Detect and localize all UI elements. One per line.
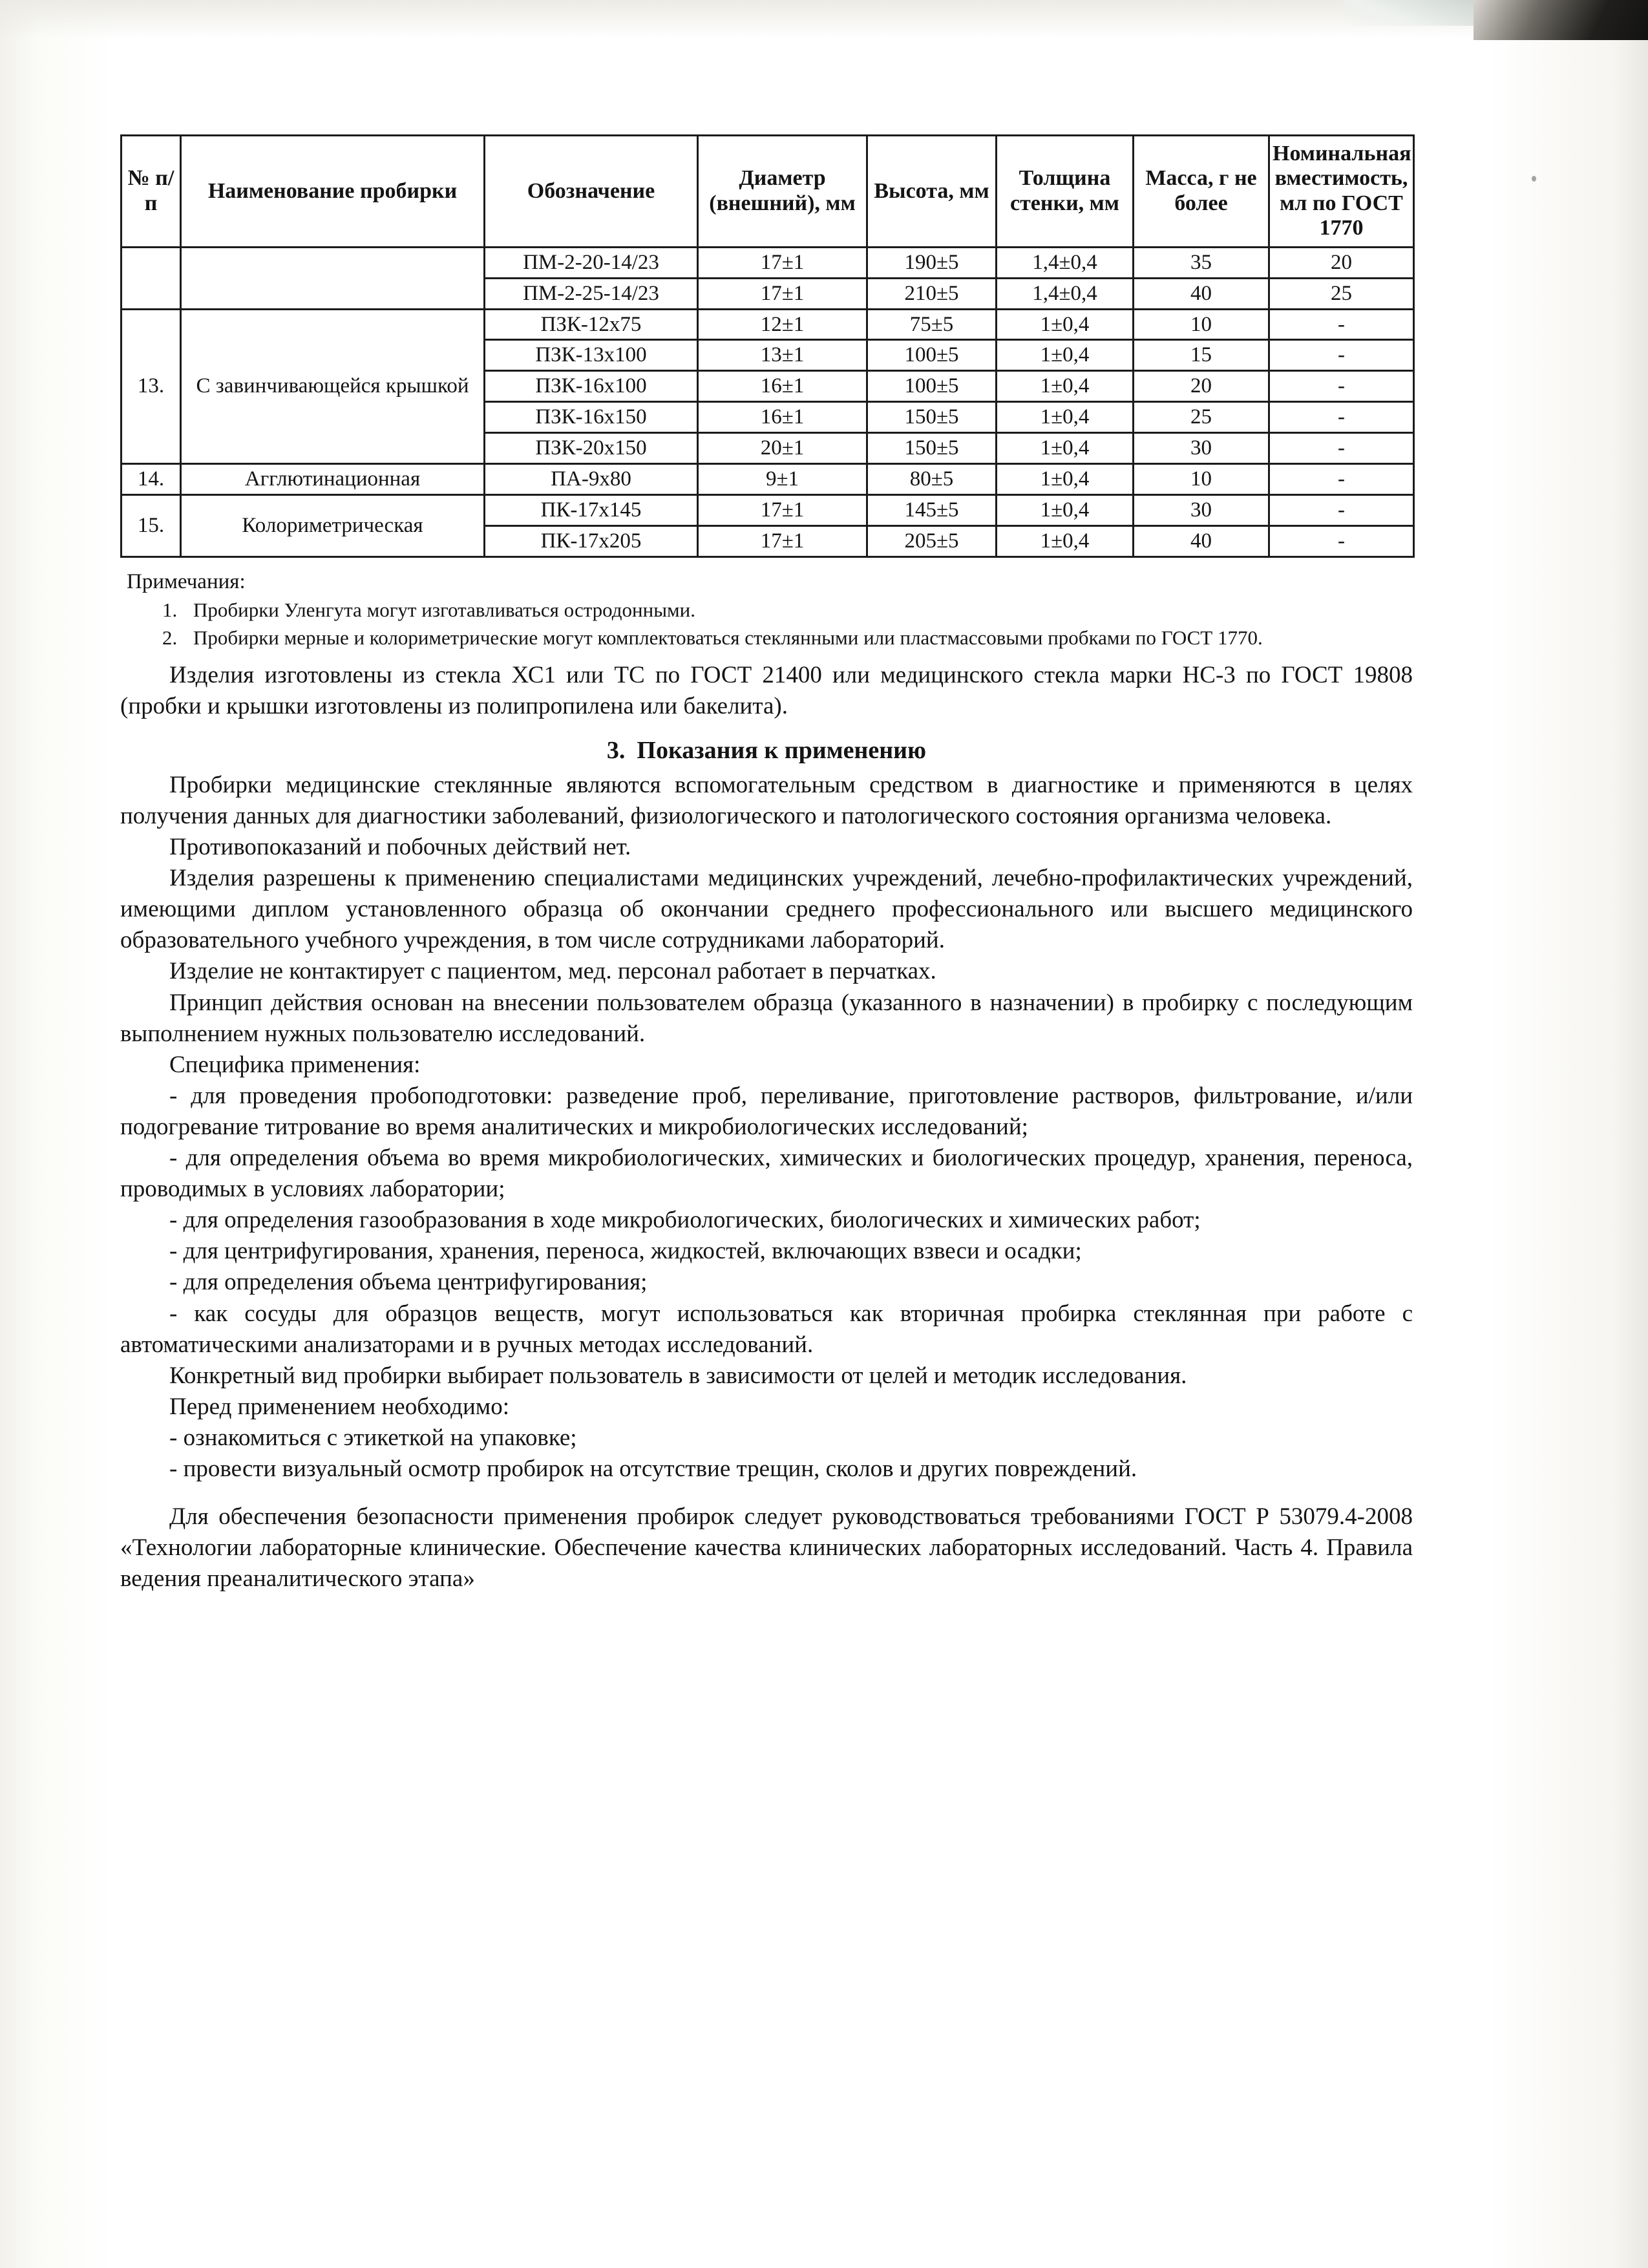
cell-name: Колориметрическая <box>181 495 485 557</box>
bullet-8: - провести визуальный осмотр пробирок на отсутствие трещин, сколов и других повреждений. <box>169 1455 1137 1482</box>
cell-designation: ПЗК-16х100 <box>485 371 698 402</box>
cell-mass: 30 <box>1134 433 1269 464</box>
note-item <box>162 625 1413 651</box>
bullet-6: - как сосуды для образцов веществ, могут использоваться как вторичная пробирка стеклянная при работе с автоматическими анализаторами и в ручных методах исследований. <box>120 1300 1413 1358</box>
section-heading <box>120 736 1413 765</box>
cell-height: 80±5 <box>867 464 997 495</box>
cell-number: 13. <box>121 309 181 464</box>
cell-designation: ПЗК-13х100 <box>485 340 698 371</box>
cell-designation: ПЗК-16х150 <box>485 402 698 433</box>
cell-wall: 1±0,4 <box>997 526 1134 557</box>
cell-capacity: - <box>1269 526 1414 557</box>
bullet-1: - для проведения пробоподготовки: разведение проб, переливание, приготовление растворов, фильтрование, и/или подогревание титрование во время аналитических и микробиологических исследований; <box>120 1082 1413 1140</box>
cell-capacity: - <box>1269 433 1414 464</box>
cell-mass: 10 <box>1134 464 1269 495</box>
bullet-2: - для определения объема во время микробиологических, химических и биологических процедур, хранения, переноса, проводимых в условиях лаборатории; <box>120 1145 1413 1203</box>
cell-diameter: 17±1 <box>698 526 867 557</box>
cell-diameter: 17±1 <box>698 495 867 526</box>
table-notes <box>127 568 1413 651</box>
cell-wall: 1±0,4 <box>997 402 1134 433</box>
scan-speck <box>1532 176 1536 182</box>
cell-name: Агглютинационная <box>181 464 485 495</box>
note-text: Пробирки мерные и колориметрические могут комплектоваться стеклянными или пластмассовыми пробками по ГОСТ 1770. <box>193 626 1263 650</box>
paragraph-materials: Изделия изготовлены из стекла ХС1 или ТС по ГОСТ 21400 или медицинского стекла марки НС-3 по ГОСТ 19808 (пробки и крышки изготовлены из полипропилена или бакелита). <box>120 661 1413 719</box>
cell-capacity: - <box>1269 464 1414 495</box>
cell-height: 75±5 <box>867 309 997 340</box>
cell-capacity: - <box>1269 402 1414 433</box>
column-header-designation: Обозначение <box>485 136 698 248</box>
paragraph-1: Пробирки медицинские стеклянные являются вспомогательным средством в диагностике и применяются в целях получения данных для диагностики заболеваний, физиологического и патологического состояния организма человека. <box>120 771 1413 830</box>
cell-mass: 10 <box>1134 309 1269 340</box>
cell-name: С завинчивающейся крышкой <box>181 309 485 464</box>
cell-capacity: 20 <box>1269 247 1414 278</box>
cell-wall: 1,4±0,4 <box>997 278 1134 309</box>
cell-designation: ПЗК-20х150 <box>485 433 698 464</box>
table-header-row <box>121 136 1414 248</box>
cell-capacity: - <box>1269 309 1414 340</box>
note-text: Пробирки Уленгута могут изготавливаться остродонными. <box>193 599 695 622</box>
paragraph-6: Специфика применения: <box>169 1051 421 1078</box>
table-row <box>121 247 1414 278</box>
cell-mass: 35 <box>1134 247 1269 278</box>
paragraph-3: Изделия разрешены к применению специалистами медицинских учреждений, лечебно-профилактических учреждений, имеющими диплом установленного образца об окончании среднего профессионального или высшего медицинского образовательного учебного учреждения, в том числе сотрудниками лабораторий. <box>120 865 1413 954</box>
section-title: Показания к применению <box>637 736 927 764</box>
column-header-number: № п/п <box>121 136 181 248</box>
cell-mass: 15 <box>1134 340 1269 371</box>
bullet-3: - для определения газообразования в ходе микробиологических, биологических и химических работ; <box>169 1207 1201 1234</box>
cell-diameter: 20±1 <box>698 433 867 464</box>
cell-wall: 1,4±0,4 <box>997 247 1134 278</box>
paragraph-7: Конкретный вид пробирки выбирает пользователь в зависимости от целей и методик исследования. <box>169 1362 1187 1389</box>
table-row <box>121 309 1414 340</box>
cell-wall: 1±0,4 <box>997 340 1134 371</box>
paragraph-5: Принцип действия основан на внесении пользователем образца (указанного в назначении) в пробирку с последующим выполнением нужных пользователю исследований. <box>120 989 1413 1047</box>
cell-capacity: 25 <box>1269 278 1414 309</box>
cell-diameter: 17±1 <box>698 247 867 278</box>
cell-height: 150±5 <box>867 433 997 464</box>
cell-designation: ПЗК-12х75 <box>485 309 698 340</box>
cell-designation: ПК-17х205 <box>485 526 698 557</box>
table-row <box>121 464 1414 495</box>
note-number: 2. <box>162 626 178 650</box>
cell-height: 100±5 <box>867 371 997 402</box>
cell-height: 100±5 <box>867 340 997 371</box>
cell-name <box>181 247 485 309</box>
note-item <box>162 597 1413 623</box>
bullet-4: - для центрифугирования, хранения, переноса, жидкостей, включающих взвеси и осадки; <box>169 1238 1082 1265</box>
cell-number: 14. <box>121 464 181 495</box>
cell-designation: ПМ-2-25-14/23 <box>485 278 698 309</box>
cell-wall: 1±0,4 <box>997 495 1134 526</box>
page-corner-shadow <box>1474 0 1648 40</box>
paragraph-9: Для обеспечения безопасности применения пробирок следует руководствоваться требованиями ГОСТ Р 53079.4-2008 «Технологии лабораторные клинические. Обеспечение качества клинических лабораторных исследований. Часть 4. Правила ведения преаналитического этапа» <box>120 1503 1413 1593</box>
cell-wall: 1±0,4 <box>997 371 1134 402</box>
cell-height: 205±5 <box>867 526 997 557</box>
cell-wall: 1±0,4 <box>997 433 1134 464</box>
cell-capacity: - <box>1269 495 1414 526</box>
cell-height: 210±5 <box>867 278 997 309</box>
cell-height: 150±5 <box>867 402 997 433</box>
cell-number: 15. <box>121 495 181 557</box>
paragraph-2: Противопоказаний и побочных действий нет. <box>169 834 631 861</box>
table-row <box>121 495 1414 526</box>
section-number: 3. <box>606 736 626 764</box>
cell-mass: 20 <box>1134 371 1269 402</box>
cell-designation: ПК-17х145 <box>485 495 698 526</box>
document-content <box>120 0 1413 1595</box>
column-header-name: Наименование пробирки <box>181 136 485 248</box>
cell-diameter: 17±1 <box>698 278 867 309</box>
cell-diameter: 9±1 <box>698 464 867 495</box>
cell-diameter: 16±1 <box>698 371 867 402</box>
cell-height: 145±5 <box>867 495 997 526</box>
column-header-nominal-capacity: Номинальная вместимость, мл по ГОСТ 1770 <box>1269 136 1414 248</box>
bullet-5: - для определения объема центрифугирования; <box>169 1269 648 1296</box>
column-header-mass: Масса, г не более <box>1134 136 1269 248</box>
note-number: 1. <box>162 599 178 622</box>
notes-title: Примечания: <box>127 570 246 594</box>
cell-diameter: 12±1 <box>698 309 867 340</box>
cell-mass: 30 <box>1134 495 1269 526</box>
cell-height: 190±5 <box>867 247 997 278</box>
cell-diameter: 13±1 <box>698 340 867 371</box>
column-header-diameter: Диаметр (внешний), мм <box>698 136 867 248</box>
cell-capacity: - <box>1269 371 1414 402</box>
cell-diameter: 16±1 <box>698 402 867 433</box>
column-header-wall-thickness: Толщина стенки, мм <box>997 136 1134 248</box>
cell-wall: 1±0,4 <box>997 309 1134 340</box>
cell-designation: ПА-9х80 <box>485 464 698 495</box>
cell-wall: 1±0,4 <box>997 464 1134 495</box>
bullet-7: - ознакомиться с этикеткой на упаковке; <box>169 1424 577 1451</box>
specification-table <box>120 134 1415 558</box>
cell-designation: ПМ-2-20-14/23 <box>485 247 698 278</box>
cell-mass: 40 <box>1134 526 1269 557</box>
paragraph-4: Изделие не контактирует с пациентом, мед. персонал работает в перчатках. <box>169 958 936 985</box>
paragraph-8: Перед применением необходимо: <box>169 1393 509 1420</box>
cell-mass: 25 <box>1134 402 1269 433</box>
column-header-height: Высота, мм <box>867 136 997 248</box>
cell-capacity: - <box>1269 340 1414 371</box>
cell-number <box>121 247 181 309</box>
cell-mass: 40 <box>1134 278 1269 309</box>
